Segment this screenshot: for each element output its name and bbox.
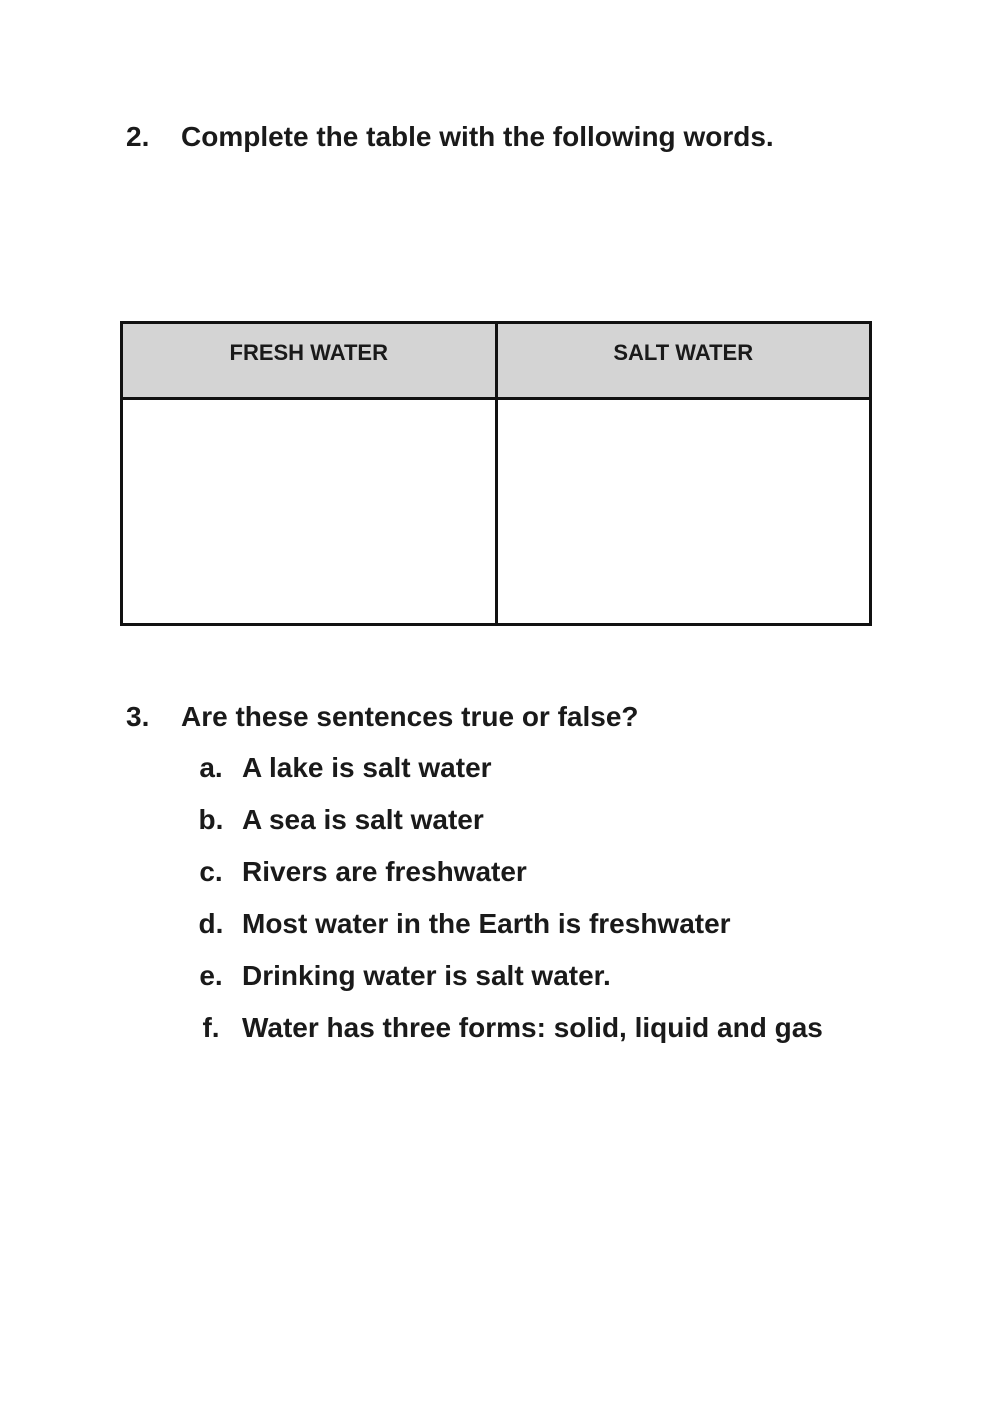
question-3-number: 3. <box>126 701 150 732</box>
item-text: Drinking water is salt water. <box>242 960 611 991</box>
item-text: A lake is salt water <box>242 752 492 783</box>
item-letter: a. <box>199 752 223 783</box>
list-item <box>180 1012 823 1064</box>
list-item <box>180 804 823 856</box>
question-3-heading <box>126 701 639 733</box>
list-item <box>180 752 823 804</box>
item-letter: d. <box>198 908 224 939</box>
table-header-row <box>122 323 871 399</box>
question-2-number: 2. <box>126 121 150 152</box>
list-item <box>180 908 823 960</box>
header-fresh-water: FRESH WATER <box>122 323 497 399</box>
fresh-salt-water-table <box>120 321 872 626</box>
item-text: Water has three forms: solid, liquid and gas <box>242 1012 823 1043</box>
item-letter: f. <box>202 1012 220 1043</box>
question-2-text: Complete the table with the following words. <box>181 121 774 152</box>
table-row <box>122 399 871 625</box>
item-letter: b. <box>198 804 224 835</box>
true-false-list <box>180 752 823 1064</box>
question-3-text: Are these sentences true or false? <box>181 701 639 732</box>
item-text: A sea is salt water <box>242 804 484 835</box>
fresh-water-answer-cell[interactable] <box>122 399 497 625</box>
list-item <box>180 960 823 1012</box>
question-2-heading <box>126 121 774 153</box>
item-letter: e. <box>199 960 223 991</box>
item-text: Most water in the Earth is freshwater <box>242 908 731 939</box>
item-text: Rivers are freshwater <box>242 856 527 887</box>
list-item <box>180 856 823 908</box>
salt-water-answer-cell[interactable] <box>496 399 871 625</box>
item-letter: c. <box>199 856 223 887</box>
header-salt-water: SALT WATER <box>496 323 871 399</box>
